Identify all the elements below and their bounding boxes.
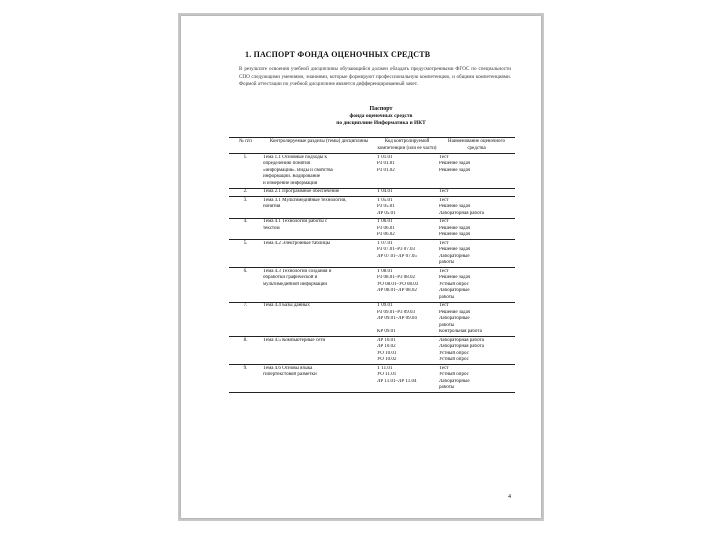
row-code-line: Т 06.01	[377, 219, 393, 224]
header-code: Код контролируемой компетенции (или ее части)	[376, 138, 438, 154]
row-topic-line: Тема 3.1 Мультимедийные технологии,	[263, 197, 347, 203]
row-code	[376, 337, 438, 365]
row-number: 9.	[229, 365, 262, 393]
row-number: 8.	[229, 337, 262, 365]
row-topic	[262, 337, 376, 365]
row-tool	[438, 218, 515, 240]
row-topic-line: Тема 2.1 Программное обеспечение	[263, 189, 340, 194]
row-code-line: Т 04.01	[377, 189, 393, 194]
row-code	[376, 240, 438, 268]
row-tool-line: работы	[439, 385, 455, 390]
row-number: 3.	[229, 197, 262, 219]
row-topic-line: обработки графической и	[263, 275, 318, 280]
row-tool-line: Решение задач	[439, 204, 471, 209]
row-tool-line: Устный опрос	[439, 372, 469, 377]
row-tool-line: Устный опрос	[439, 281, 469, 287]
row-tool-line: Тест	[439, 197, 449, 203]
row-tool-line: Лабораторные	[439, 378, 470, 384]
row-tool	[438, 240, 515, 268]
row-code-line: Р3 07.01–Р3 07.03	[377, 247, 416, 252]
row-tool	[438, 302, 515, 337]
row-topic	[262, 218, 376, 240]
row-topic	[262, 365, 376, 393]
row-tool-line: Лабораторные	[439, 316, 470, 321]
fund-table	[229, 137, 515, 393]
row-topic-line: Тема 4.6 Основы языка	[263, 365, 313, 371]
row-topic-line: «информация». Виды и свойства	[263, 167, 333, 173]
caption-line-2: фонда оценочных средств	[349, 113, 413, 119]
table-header-row	[229, 138, 515, 154]
row-tool-line: Лабораторная работа	[439, 337, 484, 343]
row-code-line: Р3 01.01	[377, 161, 395, 166]
row-topic-line: Тема 4.3 Технологии создания и	[263, 268, 332, 274]
row-topic-line: Тема 4.5 Компьютерные сети	[263, 337, 326, 343]
row-topic	[262, 268, 376, 303]
caption-line-1: Паспорт	[369, 106, 393, 112]
row-tool-line: Лабораторная работа	[439, 210, 484, 216]
row-code-line: Т 08.01	[377, 268, 393, 274]
row-tool-line: Лабораторные	[439, 288, 470, 293]
table-row	[229, 197, 515, 219]
row-topic-line: Тема 4.2 Электронные таблицы	[263, 240, 331, 246]
row-tool-line: Контрольная работа	[439, 329, 482, 334]
row-number: 1.	[229, 154, 262, 189]
row-tool-line: Тест	[439, 240, 449, 246]
row-code-line: ЛР 11.01–ЛР 11.04	[377, 378, 417, 384]
row-tool-line: Решение задач	[439, 247, 471, 252]
row-tool-line: Лабораторная работа	[439, 344, 484, 349]
row-number: 2.	[229, 188, 262, 197]
row-tool-line: Устный опрос	[439, 350, 469, 356]
row-tool-line: Решение задач	[439, 225, 471, 231]
section-title: 1. ПАСПОРТ ФОНДА ОЦЕНОЧНЫХ СРЕДСТВ	[245, 50, 431, 59]
row-topic-line: и измерение информации	[263, 180, 318, 186]
row-code-line: Т 11.01	[377, 365, 393, 371]
table-row	[229, 365, 515, 393]
row-tool-line: работы	[439, 294, 455, 300]
header-num: № п/п	[229, 138, 262, 154]
row-tool	[438, 337, 515, 365]
row-tool	[438, 188, 515, 197]
table-body	[229, 154, 515, 393]
row-code-line: Т 05.01	[377, 197, 393, 203]
row-tool-line: Тест	[439, 268, 449, 274]
table-row	[229, 268, 515, 303]
row-tool-line: Решение задач	[439, 161, 471, 166]
row-code	[376, 188, 438, 197]
row-code-line: Р3 09.01–Р3 09.03	[377, 309, 416, 315]
row-tool-line: Решение задач	[439, 232, 471, 237]
row-code-line: ЛР 10.02	[377, 344, 396, 349]
header-tool: Наименование оценочного средства	[438, 138, 515, 154]
row-tool-line: Решение задач	[439, 167, 471, 173]
row-code-line: Р3 08.01–Р3 08.02	[377, 275, 416, 280]
row-topic-line: гипертекстовой разметки	[263, 372, 317, 377]
row-tool-line: Решение задач	[439, 275, 471, 280]
row-tool-line: Тест	[439, 219, 449, 224]
row-code-line: Р3 06.02	[377, 232, 395, 237]
row-topic-line: определению понятия	[263, 161, 310, 166]
row-topic-line: Тема 4.1 Технологии работы с	[263, 219, 328, 224]
row-code	[376, 197, 438, 219]
row-code-line: УО 11.01	[377, 372, 397, 377]
row-code-line: ЛР 05.01	[377, 210, 396, 216]
row-topic-line: информации. Кодирование	[263, 174, 321, 179]
row-code-line: УО 08.01–УО 08.03	[377, 281, 419, 287]
row-code-line: УО 10.01	[377, 350, 397, 356]
row-topic	[262, 302, 376, 337]
row-topic-line: Тема 4.4 Базы данных	[263, 303, 310, 308]
row-code	[376, 302, 438, 337]
row-code-line: ЛР 10.01	[377, 337, 396, 343]
row-code	[376, 218, 438, 240]
header-topic: Контролируемые разделы (темы) дисциплины	[262, 138, 376, 154]
row-tool-line: Лабораторные	[439, 253, 470, 259]
row-topic	[262, 188, 376, 197]
table-row	[229, 188, 515, 197]
row-tool	[438, 154, 515, 189]
row-topic	[262, 197, 376, 219]
row-topic	[262, 240, 376, 268]
row-tool-line: Решение задач	[439, 309, 471, 315]
table-caption	[241, 106, 521, 127]
row-code-line: КР 09.01	[377, 329, 396, 334]
row-tool-line: работы	[439, 322, 455, 328]
row-code-line: ЛР 07.01–ЛР 07.05	[377, 253, 417, 259]
table-row	[229, 240, 515, 268]
document-page	[181, 16, 541, 518]
row-tool	[438, 197, 515, 219]
row-number: 4.	[229, 218, 262, 240]
row-tool-line: Тест	[439, 365, 449, 371]
row-code-line: УО 10.02	[377, 357, 397, 362]
row-topic-line: текстом	[263, 225, 280, 231]
row-number: 5.	[229, 240, 262, 268]
row-code-line: Р3 06.01	[377, 225, 395, 231]
intro-paragraph: В результате освоения учебной дисциплины обучающийся должен обладать предусмотренными ФГОС по специальности СПО следующими умениями, знаниями, которые формируют профессиональную компетенцию, и общими компетенциями. Формой аттестации по учебной дисциплине является дифференцированный зачет.	[239, 66, 511, 88]
row-number: 6.	[229, 268, 262, 303]
table-row	[229, 154, 515, 189]
table-row	[229, 218, 515, 240]
row-code-line: Т 09.01	[377, 303, 393, 308]
row-code-line: ЛР 09.01–ЛР 09.04	[377, 316, 417, 321]
row-tool-line: работы	[439, 260, 455, 265]
row-topic-line: мультимедийной информации	[263, 281, 328, 287]
row-code-line: Р3 05.01	[377, 204, 395, 209]
row-topic-line: Тема 1.1 Основные подходы к	[263, 154, 327, 160]
page-number: 4	[508, 494, 511, 500]
row-number: 7.	[229, 302, 262, 337]
table-row	[229, 337, 515, 365]
row-code-line: ЛР 08.01–ЛР 08.02	[377, 288, 417, 293]
row-code-line: Т 07.01	[377, 240, 393, 246]
row-code	[376, 154, 438, 189]
row-tool-line: Тест	[439, 154, 449, 160]
row-code-line: Р3 01.02	[377, 167, 395, 173]
row-topic	[262, 154, 376, 189]
row-tool	[438, 268, 515, 303]
row-code	[376, 365, 438, 393]
row-tool-line: Тест	[439, 189, 449, 194]
row-code-line: Т 01.01	[377, 154, 393, 160]
row-tool-line: Тест	[439, 303, 449, 308]
table-row	[229, 302, 515, 337]
row-tool	[438, 365, 515, 393]
row-code	[376, 268, 438, 303]
caption-line-3: по дисциплине Информатика и ИКТ	[336, 120, 426, 126]
row-tool-line: Устный опрос	[439, 357, 469, 362]
row-topic-line: понятия	[263, 204, 281, 209]
